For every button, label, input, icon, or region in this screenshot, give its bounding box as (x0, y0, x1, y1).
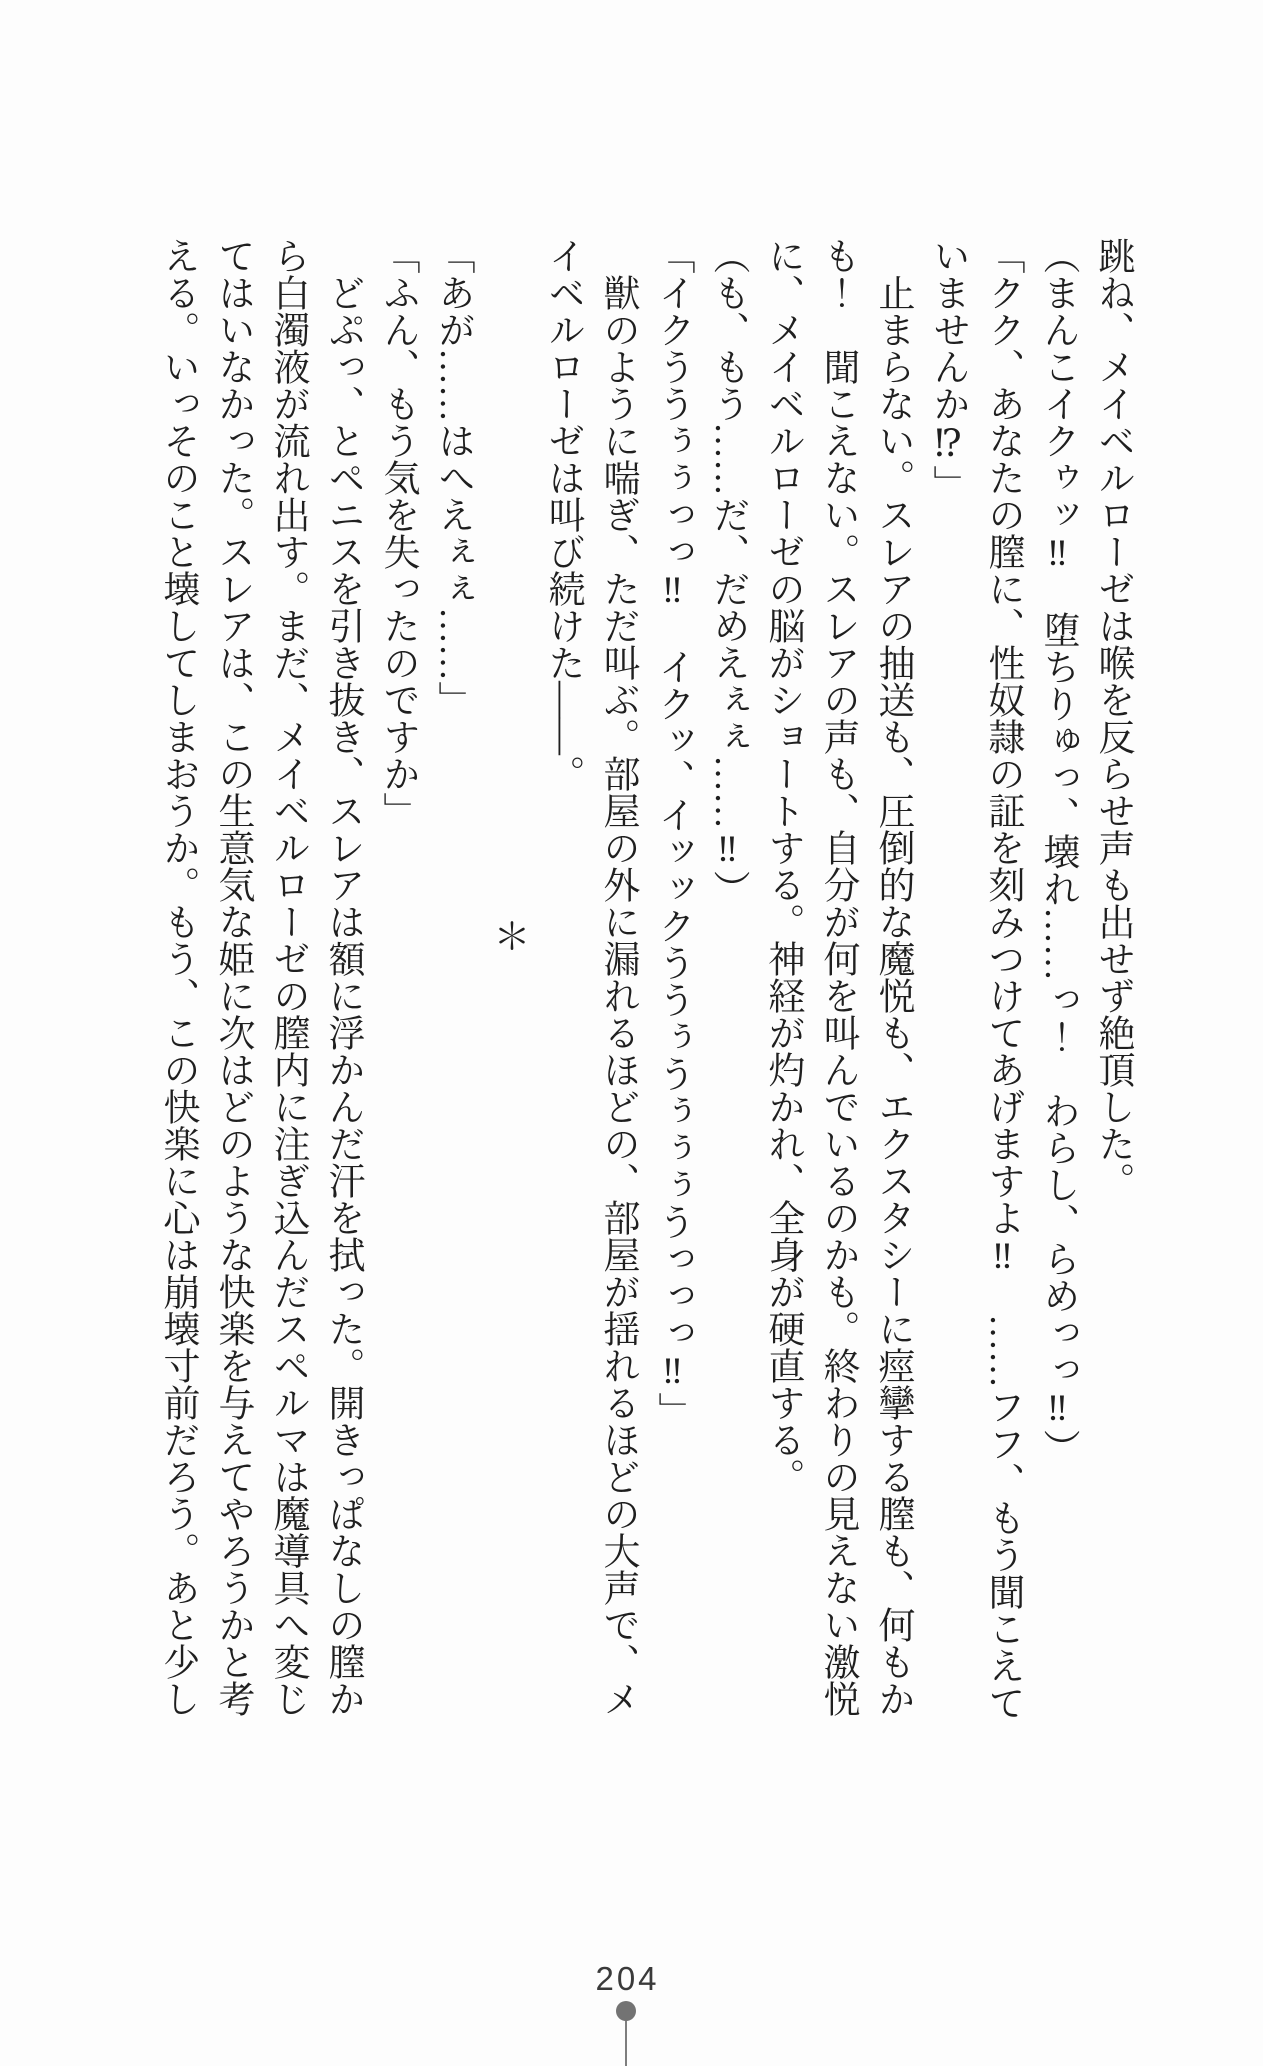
text-column: 「イクううぅぅっっ‼ イクッ、イッックううぅうぅぅぅうっっっ‼」 (652, 237, 693, 1429)
text-column: 獣のように喘ぎ、ただ叫ぶ。部屋の外に漏れるほどの、部屋が揺れるほどの大声で、メ (597, 237, 638, 1717)
text-column: イベルローゼは叫び続けた――。 (542, 237, 583, 792)
section-separator: ＊ (487, 917, 528, 954)
text-column: いませんか⁉」 (927, 237, 968, 502)
text-column: （も、もう……だ、だめえぇぇ……‼） (707, 237, 748, 907)
text-column: 「あが……はへえぇぇ……」 (432, 237, 473, 718)
text-column: に、メイベルローゼの脳がショートする。神経が灼かれ、全身が硬直する。 (762, 237, 803, 1495)
text-column: 跳ね、メイベルローゼは喉を反らせ声も出せず絶頂した。 (1092, 237, 1133, 1199)
text-column: ら白濁液が流れ出す。まだ、メイベルローゼの膣内に注ぎ込んだスペルマは魔導具へ変じ (267, 237, 308, 1717)
text-column: も！ 聞こえない。スレアの声も、自分が何を叫んでいるのかも。終わりの見えない激悦 (817, 237, 858, 1717)
text-column: （まんこイクゥッ‼ 堕ちりゅっ、壊れ……っ！ わらし、らめっっ‼） (1037, 237, 1078, 1466)
text-column: 止まらない。スレアの抽送も、圧倒的な魔悦も、エクスタシーに痙攣する膣も、何もか (872, 237, 913, 1717)
page-marker-line (625, 2014, 627, 2066)
text-column: 「ふん、もう気を失ったのですか」 (377, 237, 418, 829)
page-number: 204 (595, 1960, 660, 1997)
vertical-text-block (150, 237, 1140, 1737)
text-column: てはいなかった。スレアは、この生意気な姫に次はどのような快楽を与えてやろうかと考 (212, 237, 253, 1717)
text-column: どぷっ、とペニスを引き抜き、スレアは額に浮かんだ汗を拭った。開きっぱなしの膣か (322, 237, 363, 1717)
text-column: 「クク、あなたの膣に、性奴隷の証を刻みつけてあげますよ‼ ……フフ、もう聞こえて (982, 237, 1023, 1721)
text-column: える。いっそのこと壊してしまおうか。もう、この快楽に心は崩壊寸前だろう。あと少し (157, 237, 198, 1717)
page-marker-dot (616, 2001, 636, 2021)
